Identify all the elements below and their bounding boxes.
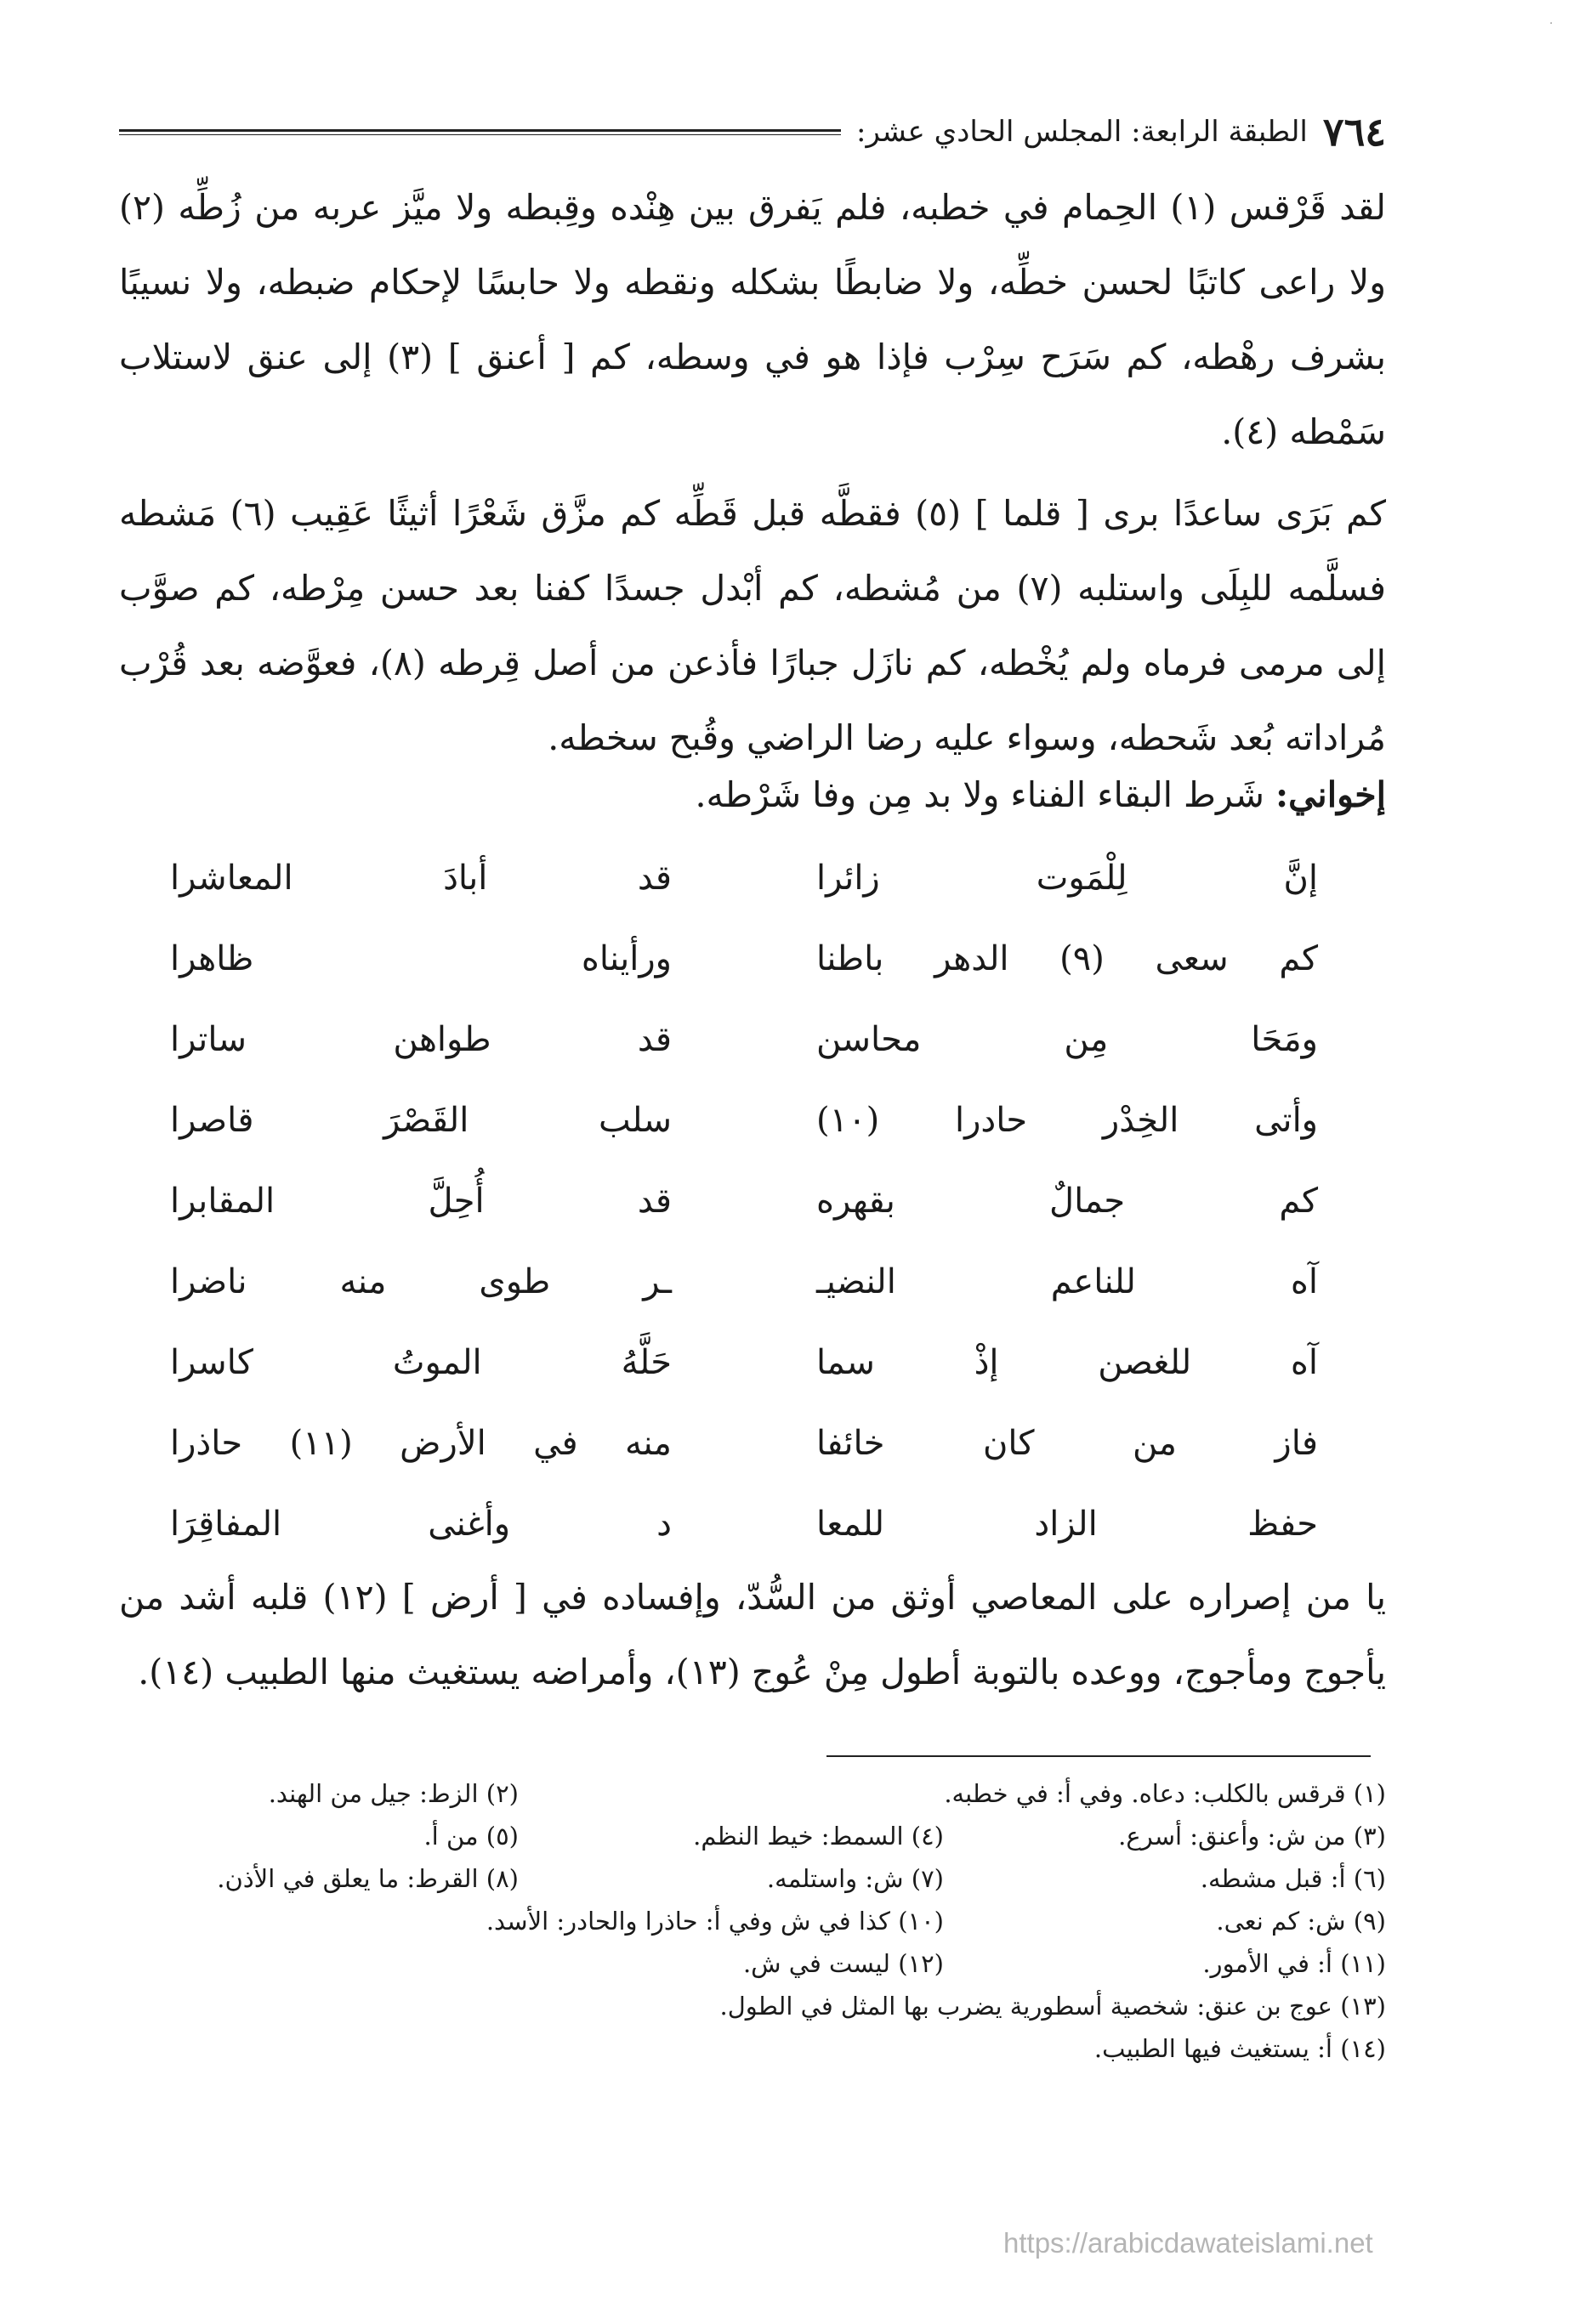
poem-verse bbox=[170, 918, 1318, 999]
footnote-row bbox=[119, 1900, 1386, 1942]
header-rule bbox=[119, 129, 841, 135]
footnote: (٦) أ: قبل مشطه. bbox=[1200, 1864, 1386, 1893]
poem-verse bbox=[170, 1160, 1318, 1241]
footnote: (٥) من أ. bbox=[423, 1822, 519, 1851]
verse-first-hemistich: وأتى الخِدْر حادرا (١٠) bbox=[816, 1100, 1318, 1140]
verse-first-hemistich: آه للناعم النضيـ bbox=[816, 1261, 1318, 1301]
footnotes bbox=[119, 1772, 1386, 2070]
footnote-row bbox=[119, 1942, 1386, 1985]
poem-verse bbox=[170, 1322, 1318, 1403]
footnote: (٩) ش: كم نعى. bbox=[1216, 1907, 1386, 1936]
verse-first-hemistich: إنَّ لِلْمَوت زائرا bbox=[816, 858, 1318, 898]
paragraph-3: يا من إصراره على المعاصي أوثق من السُّدّ، وإفساده في [ أرض ] (١٢) قلبه أشد من يأجوج ومأجوج، ووعده بالتوبة أطول مِنْ عُوج (١٣)، وأمراضه يستغيث منها الطبيب (١٤). bbox=[119, 1577, 1386, 1692]
footnote-row bbox=[119, 1985, 1386, 2027]
poem-verse bbox=[170, 1080, 1318, 1160]
footnote: (١) قرقس بالكلب: دعاه. وفي أ: في خطبه. bbox=[944, 1779, 1386, 1808]
verse-second-hemistich: ورأيناه ظاهرا bbox=[170, 938, 672, 978]
footnote: (١٠) كذا في ش وفي أ: حاذرا والحادر: الأسد. bbox=[486, 1907, 944, 1936]
verse-first-hemistich: حفظ الزاد للمعا bbox=[816, 1504, 1318, 1544]
section-heading bbox=[119, 769, 1386, 820]
poem-verse bbox=[170, 837, 1318, 918]
heading-text: شَرط البقاء الفناء ولا بد مِن وفا شَرْطه. bbox=[695, 774, 1275, 815]
heading-label: إخواني: bbox=[1275, 774, 1386, 815]
poem bbox=[170, 837, 1318, 1564]
verse-second-hemistich: د وأغنى المفاقِرَا bbox=[170, 1504, 672, 1544]
footnote-separator bbox=[826, 1755, 1371, 1757]
footnote-row bbox=[119, 2027, 1386, 2070]
page-header bbox=[119, 106, 1386, 157]
verse-first-hemistich: آه للغصن إذْ سما bbox=[816, 1342, 1318, 1382]
verse-first-hemistich: فاز من كان خائفا bbox=[816, 1423, 1318, 1463]
paragraph-1: لقد قَرْقس (١) الحِمام في خطبه، فلم يَفرق بين هِنْده وقِبطه ولا ميَّز عربه من زُطِّه (٢) ولا راعى كاتبًا لحسن خطِّه، ولا ضابطًا بشكله ونقطه ولا حابسًا لإحكام ضبطه، ولا نسيبًا بشرف رهْطه، كم سَرَح سِرْب فإذا هو في وسطه، كم [ أعنق ] (٣) إلى عنق لاستلاب سَمْطه (٤). bbox=[119, 187, 1386, 452]
footnote: (١٤) أ: يستغيث فيها الطبيب. bbox=[1093, 2034, 1386, 2063]
footnote-row bbox=[119, 1857, 1386, 1900]
footnote: (٤) السمط: خيط النظم. bbox=[693, 1822, 944, 1851]
footnote: (٨) القرط: ما يعلق في الأذن. bbox=[217, 1864, 519, 1893]
poem-verse bbox=[170, 1483, 1318, 1564]
verse-second-hemistich: منه في الأرض (١١) حاذرا bbox=[170, 1423, 672, 1463]
footnote: (١٣) عوج بن عنق: شخصية أسطورية يضرب بها المثل في الطول. bbox=[719, 1992, 1386, 2021]
paragraph-2: كم بَرَى ساعدًا برى [ قلما ] (٥) فقطَّه قبل قَطِّه كم مزَّق شَعْرًا أثيثًا عَقِيب (٦) مَشطه فسلَّمه للبِلَى واستلبه (٧) من مُشطه، كم أبْدل جسدًا كفنا بعد حسن مِرْطه، كم صوَّب إلى مرمى فرماه ولم يُخْطه، كم نازَل جبارًا فأذعن من أصل قِرطه (٨)، فعوَّضه بعد قُرْب مُراداته بُعد شَحطه، وسواء عليه رضا الراضي وقُبح سخطه. bbox=[119, 493, 1386, 758]
footnote: (١٢) ليست في ش. bbox=[742, 1949, 944, 1978]
verse-first-hemistich: كم سعى (٩) الدهر باطنا bbox=[816, 938, 1318, 978]
verse-first-hemistich: ومَحَا مِن محاسن bbox=[816, 1019, 1318, 1059]
footnote: (٢) الزط: جيل من الهند. bbox=[268, 1779, 519, 1808]
footnote-row bbox=[119, 1815, 1386, 1857]
poem-verse bbox=[170, 1403, 1318, 1483]
footnote: (١١) أ: في الأمور. bbox=[1202, 1949, 1386, 1978]
verse-second-hemistich: ـر طوى منه ناضرا bbox=[170, 1261, 672, 1301]
verse-second-hemistich: قد أُحِلَّ المقابرا bbox=[170, 1181, 672, 1221]
poem-verse bbox=[170, 999, 1318, 1080]
footnote: (٧) ش: واستلمه. bbox=[766, 1864, 944, 1893]
footnote-row bbox=[119, 1772, 1386, 1815]
corner-mark: · bbox=[1549, 17, 1553, 31]
watermark-url: https://arabicdawateislami.net bbox=[1003, 2227, 1373, 2259]
poem-verse bbox=[170, 1241, 1318, 1322]
verse-second-hemistich: قد أبادَ المعاشرا bbox=[170, 858, 672, 898]
footnote: (٣) من ش: وأعنق: أسرع. bbox=[1118, 1822, 1386, 1851]
running-title: الطبقة الرابعة: المجلس الحادي عشر: bbox=[855, 115, 1308, 149]
page-number: ٧٦٤ bbox=[1322, 109, 1386, 155]
verse-second-hemistich: قد طواهن ساترا bbox=[170, 1019, 672, 1059]
verse-second-hemistich: سلب القَصْرَ قاصرا bbox=[170, 1100, 672, 1140]
verse-second-hemistich: حَلَّهُ الموتُ كاسرا bbox=[170, 1342, 672, 1382]
verse-first-hemistich: كم جمالٌ بقهره bbox=[816, 1181, 1318, 1221]
